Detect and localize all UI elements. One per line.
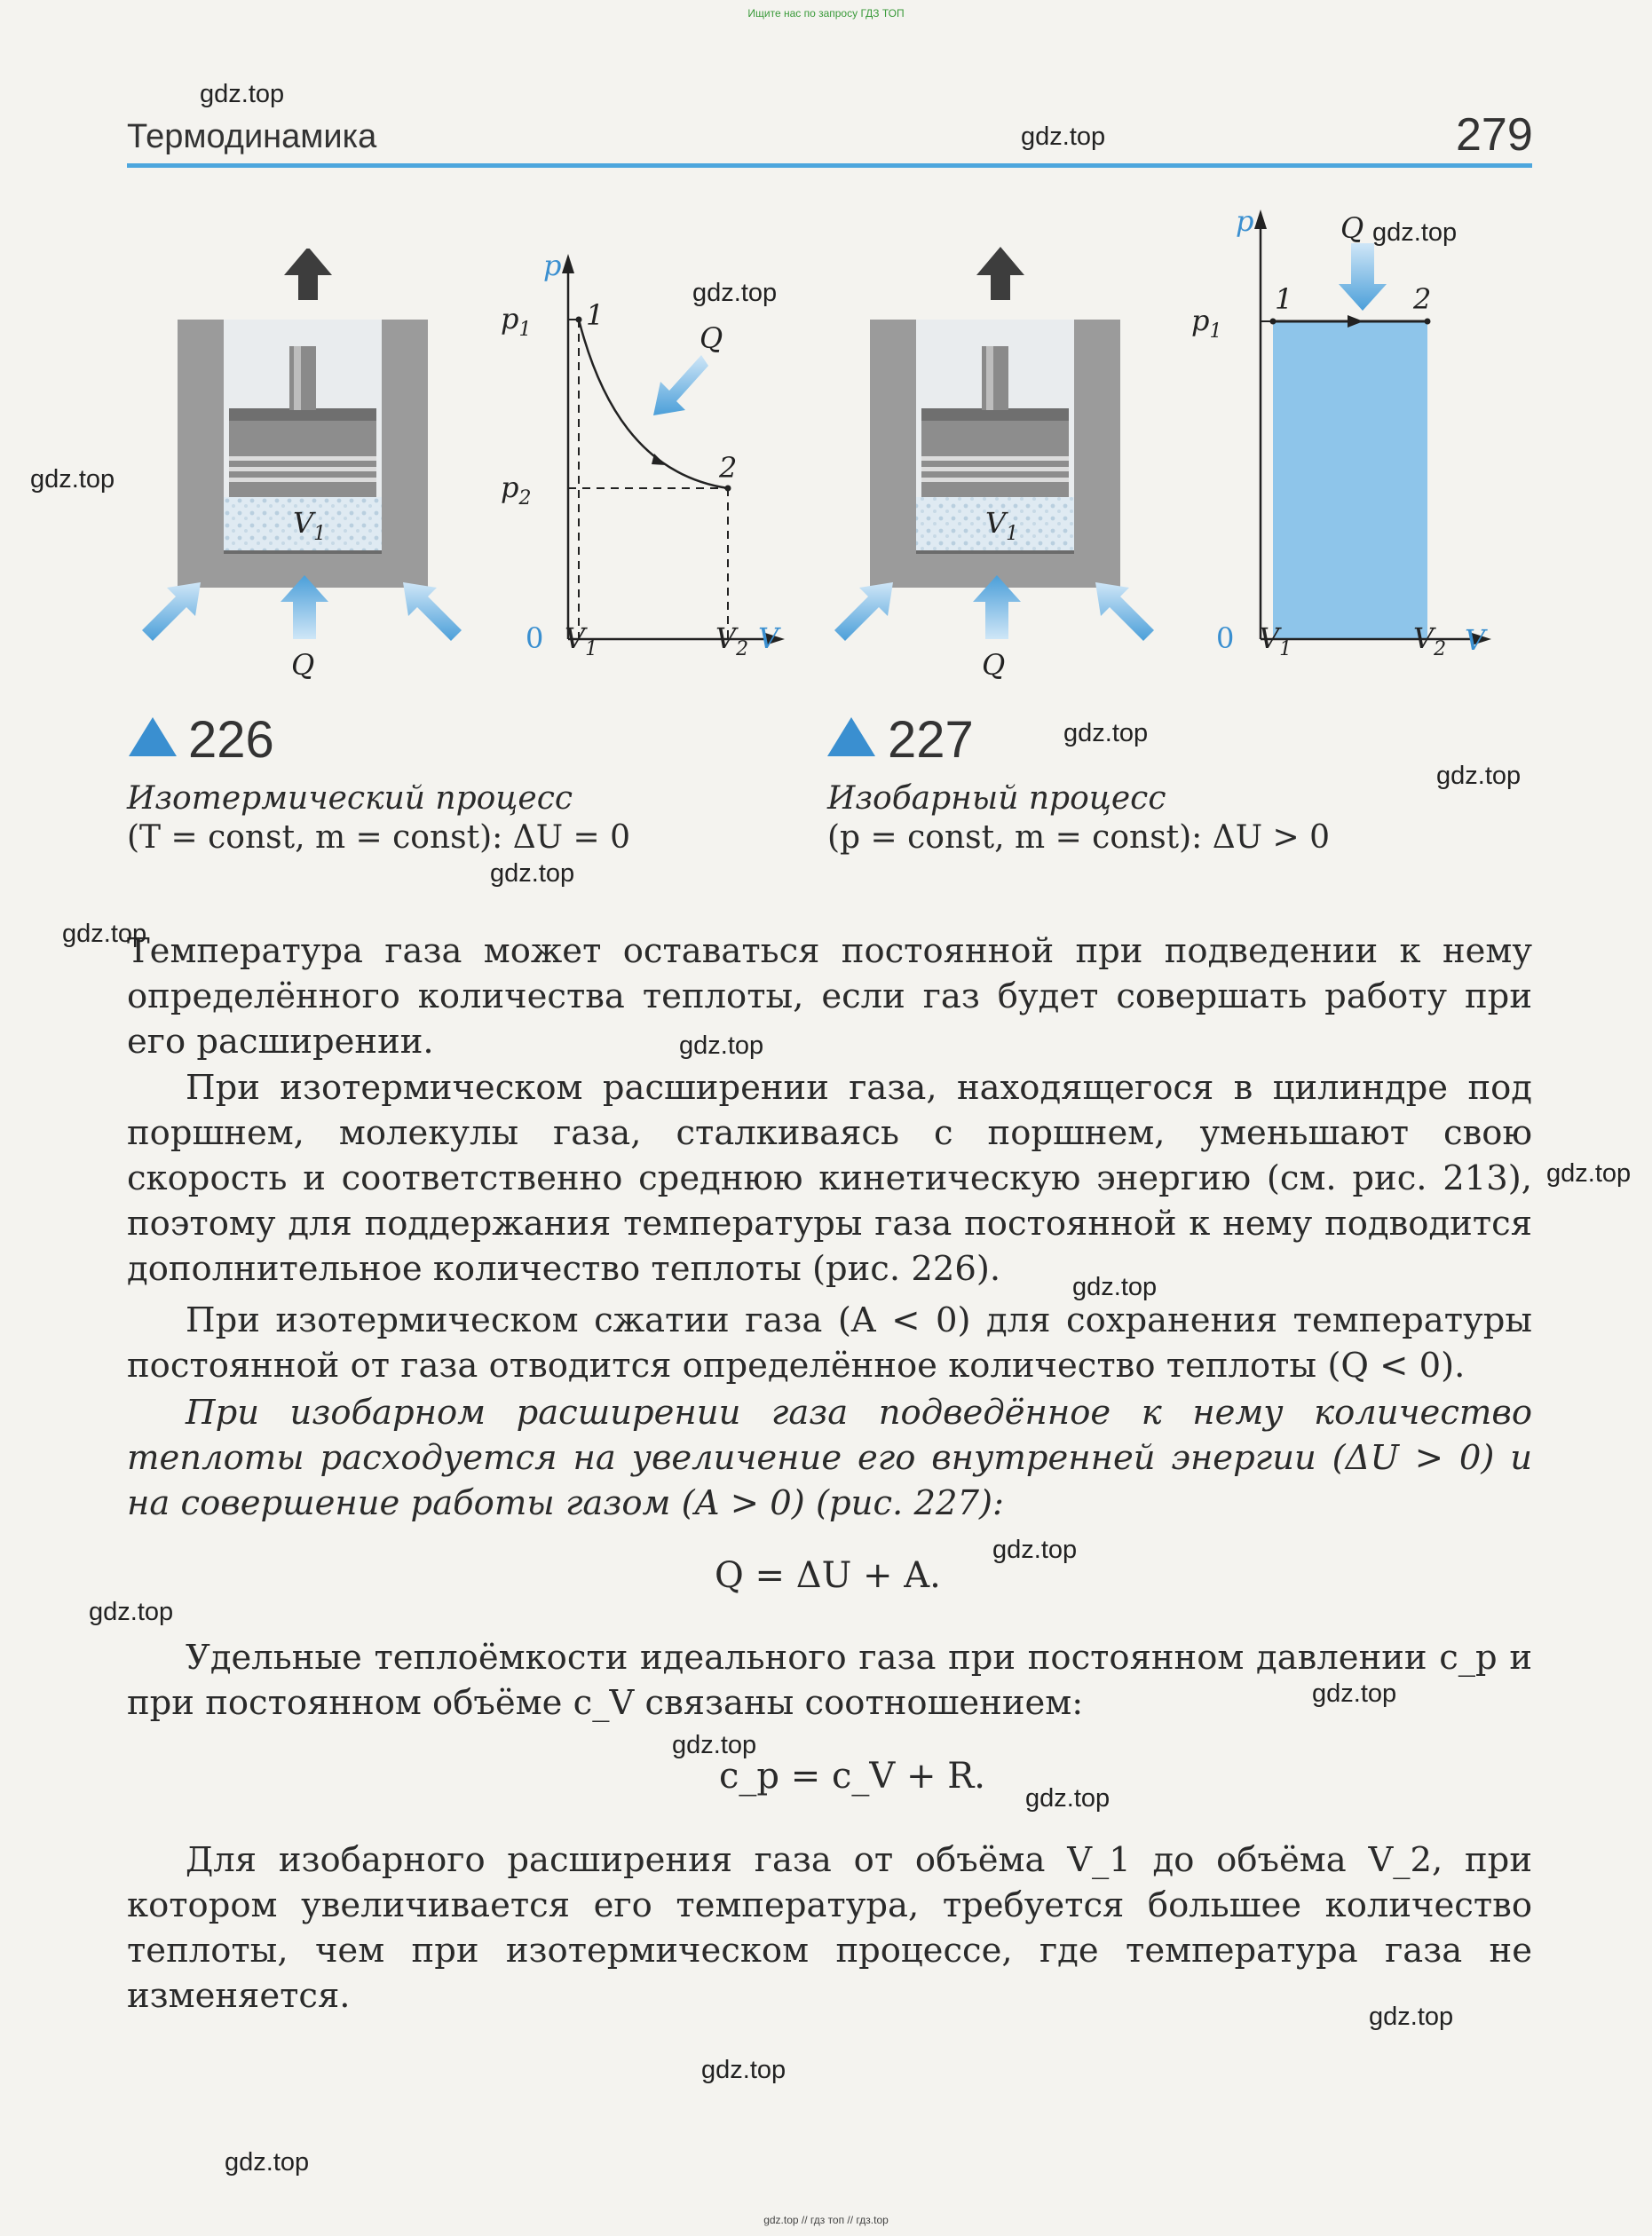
watermark: gdz.top [225, 2148, 310, 2177]
paragraph-2: При изотермическом расширении газа, находящегося в цилиндре под поршнем, молекулы газа, сталкиваясь с поршнем, уменьшают свою скорость и соответственно среднюю кинетическую энергию (см. рис. 213), поэтому для поддержания температуры газа постоянной к нему подводится дополнительное количество теплоты (рис. 226). [127, 1068, 1532, 1289]
formula-first-law: Q = ΔU + A. [715, 1555, 941, 1596]
graph-226-p1: $p_1$ [501, 302, 532, 341]
watermark: gdz.top [62, 920, 147, 948]
graph-226-point1: 1 [586, 298, 605, 332]
watermark: gdz.top [1372, 218, 1458, 247]
graph-226-origin: 0 [526, 621, 544, 655]
graph-226-v2: $V_2$ [715, 621, 749, 660]
figure-226 [124, 249, 799, 701]
watermark: gdz.top [1436, 762, 1522, 790]
graph-227-y-axis: p [1236, 204, 1254, 238]
graph-227-origin: 0 [1216, 621, 1235, 655]
figure-227-caption [827, 779, 1502, 857]
watermark: gdz.top [89, 1598, 174, 1626]
graph-226-v1: $V_1$ [565, 621, 598, 660]
cylinder-226 [178, 320, 428, 588]
work-arrow-up-icon [284, 249, 332, 300]
graph-227-v1: $V_1$ [1259, 621, 1292, 660]
watermark: gdz.top [1546, 1159, 1632, 1188]
figure-227 [826, 204, 1536, 701]
graph-226-x-axis: V [758, 621, 779, 655]
figure-226-number: 226 [188, 711, 274, 769]
graph-227-point2: 2 [1413, 282, 1432, 316]
figure-227-caption-formula: (p = const, m = const): ΔU > 0 [827, 819, 1331, 856]
cylinder-227 [870, 320, 1120, 588]
section-title: Термодинамика [127, 118, 377, 155]
paragraph-4: При изобарном расширении газа подведённое к нему количество теплоты расходуется на увеличение его внутренней энергии (ΔU > 0) и на совершение работы газом (A > 0) (рис. 227): [127, 1393, 1532, 1523]
graph-227-p1: $p_1$ [1191, 304, 1222, 343]
watermark: gdz.top [1312, 1679, 1397, 1708]
graph-227-x-axis: V [1465, 623, 1486, 657]
figure-226-caption-title: Изотермический процесс [127, 780, 573, 817]
heat-arrows-226-icon [142, 575, 462, 641]
figure-226-caption-formula: (T = const, m = const): ΔU = 0 [127, 819, 631, 856]
heat-label-227: Q [982, 648, 1006, 682]
bottom-note: gdz.top // гдз топ // гдз.top [763, 2214, 889, 2226]
watermark: gdz.top [1025, 1784, 1111, 1813]
top-note: Ищите нас по запросу ГДЗ ТОП [747, 7, 905, 20]
heat-label-226: Q [291, 648, 315, 682]
figure-227-number: 227 [888, 711, 974, 769]
watermark: gdz.top [692, 279, 778, 307]
paragraph-6: Для изобарного расширения газа от объёма V_1 до объёма V_2, при котором увеличивается его температура, требуется большее количество теплоты, чем при изотермическом процессе, где температура газа не изменяется. [127, 1840, 1532, 2016]
watermark: gdz.top [1072, 1273, 1158, 1301]
page-number: 279 [1456, 109, 1533, 161]
figure-227-caption-title: Изобарный процесс [827, 780, 1166, 817]
graph-226-y-axis: p [543, 249, 562, 282]
isobar-graph [1254, 209, 1491, 645]
figure-226-marker-icon [129, 717, 177, 756]
figure-227-marker-icon [827, 717, 875, 756]
graph-227-heat: Q [1340, 211, 1364, 245]
graph-226-point2: 2 [719, 451, 738, 485]
watermark: gdz.top [490, 859, 575, 888]
formula-mayer: c_p = c_V + R. [719, 1756, 986, 1797]
paragraph-5: Удельные теплоёмкости идеального газа при постоянном давлении c_p и при постоянном объёме c_V связаны соотношением: [127, 1638, 1532, 1723]
graph-227-v2: $V_2$ [1413, 621, 1447, 660]
cylinder-226-volume-label: $V_1$ [293, 506, 327, 545]
watermark: gdz.top [701, 2056, 786, 2084]
header-rule [127, 163, 1532, 168]
cylinder-227-volume-label: $V_1$ [985, 506, 1019, 545]
watermark: gdz.top [679, 1031, 764, 1060]
graph-226-heat: Q [700, 321, 723, 355]
work-arrow-up-icon [976, 247, 1024, 300]
watermark: gdz.top [1063, 719, 1149, 747]
graph-226-p2: $p_2$ [501, 470, 532, 510]
graph-227-point1: 1 [1275, 282, 1293, 316]
watermark: gdz.top [992, 1536, 1078, 1564]
watermark: gdz.top [1369, 2003, 1454, 2031]
figure-226-caption [127, 779, 802, 857]
heat-arrows-227-icon [834, 575, 1154, 641]
watermark: gdz.top [1021, 122, 1106, 151]
paragraph-3: При изотермическом сжатии газа (A < 0) для сохранения температуры постоянной от газа отводится определённое количество теплоты (Q < 0). [127, 1300, 1532, 1386]
watermark: gdz.top [30, 465, 115, 494]
watermark: gdz.top [672, 1731, 757, 1759]
watermark: gdz.top [200, 80, 285, 108]
paragraph-1: Температура газа может оставаться постоянной при подведении к нему определённого количества теплоты, если газ будет совершать работу при его расширении. [127, 931, 1532, 1062]
